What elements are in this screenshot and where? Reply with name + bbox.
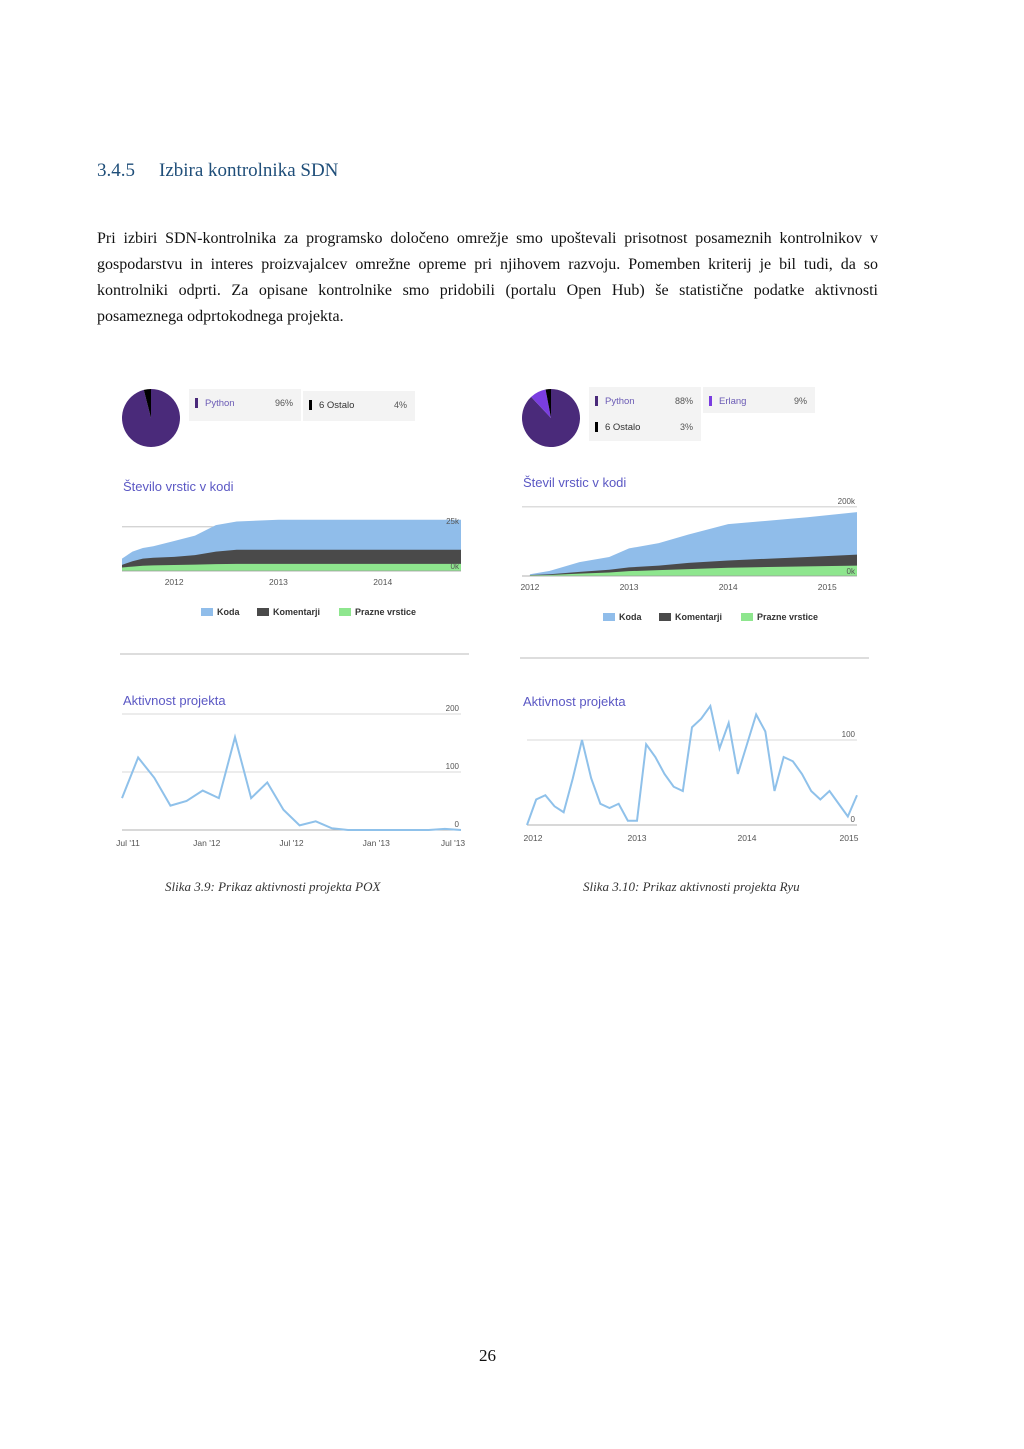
area-legend-label: Prazne vrstice [757,612,819,622]
area-xtick: 2013 [269,577,288,587]
legend-value: 9% [793,396,807,406]
area-xtick: 2012 [520,582,540,592]
area-legend-swatch [741,613,753,621]
page-number: 26 [479,1346,496,1365]
legend-swatch [195,398,198,408]
area-ytick: 0k [846,567,855,576]
legend-label: Erlang [719,396,747,407]
area-legend-swatch [201,608,213,616]
body-paragraph [97,226,878,330]
figure-pox-svg [115,375,475,855]
area-legend-label: Komentarji [675,612,723,622]
figure-ryu-svg [515,375,875,855]
area-xtick: 2013 [619,582,639,592]
legend-label: 6 Ostalo [605,422,641,433]
line-xtick: 2014 [737,833,757,843]
area-legend-swatch [659,613,671,621]
area-legend-label: Prazne vrstice [355,607,417,617]
legend-label: 6 Ostalo [319,400,355,411]
area-chart-title: Število vrstic v kodi [123,479,234,494]
area-xtick: 2014 [373,577,393,587]
line-chart-title: Aktivnost projekta [523,694,626,709]
line-xtick: Jul '13 [440,838,466,848]
line-xtick: 2013 [627,833,647,843]
area-ytick: 200k [837,496,855,506]
area-legend-label: Koda [217,607,240,617]
legend-swatch [595,422,598,432]
figure-caption-ryu: Slika 3.10: Prikaz aktivnosti projekta Ryu [583,879,800,894]
legend-swatch [595,396,598,406]
area-xtick: 2014 [718,582,738,592]
paragraph-text: Pri izbiri SDN-kontrolnika za programsko določeno omrežje smo upoštevali prisotnost posameznih kontrolnikov v gospodarstvu in interes proizvajalcev omrežne opreme pri njihovem razvoju. Pomemben kriterij je bil tudi, da so kontrolniki odprti. Za opisane kontrolnike smo pridobili (portalu Open Hub) še statistične podatke aktivnosti posameznega odprtokodnega projekta. [97,230,878,325]
figure-ryu [515,375,875,855]
line-xtick: Jan '12 [193,838,221,848]
legend-label: Python [205,398,235,409]
area-xtick: 2012 [164,577,184,587]
area-legend-swatch [603,613,615,621]
line-ytick: 0 [454,820,459,829]
area-ytick: 25k [446,516,459,526]
area-chart-title: Števil vrstic v kodi [523,475,627,490]
legend-value: 88% [674,396,693,406]
section-title: Izbira kontrolnika SDN [159,160,339,181]
area-xtick: 2015 [817,582,837,592]
legend-label: Python [605,396,635,407]
activity-line [527,706,857,825]
line-xtick: 2012 [523,833,543,843]
legend-swatch [309,400,312,410]
line-ytick: 100 [841,730,855,739]
figure-pox [115,375,475,855]
figure-caption-pox: Slika 3.9: Prikaz aktivnosti projekta POX [165,879,381,894]
line-ytick: 0 [850,815,855,824]
area-legend-label: Koda [619,612,642,622]
line-xtick: 2015 [839,833,859,843]
activity-line [122,737,461,830]
section-heading [97,160,338,182]
legend-value: 3% [679,422,693,432]
area-ytick: 0k [450,562,459,571]
area-legend-swatch [339,608,351,616]
legend-value: 96% [274,398,293,408]
area-legend-label: Komentarji [273,607,321,617]
line-chart-title: Aktivnost projekta [123,693,226,708]
line-ytick: 200 [445,704,459,713]
legend-value: 4% [393,400,407,410]
section-number: 3.4.5 [97,160,135,181]
area-legend-swatch [257,608,269,616]
line-xtick: Jul '11 [116,838,140,848]
line-xtick: Jan '13 [362,838,390,848]
line-ytick: 100 [445,762,459,771]
line-xtick: Jul '12 [279,838,304,848]
legend-swatch [709,396,712,406]
